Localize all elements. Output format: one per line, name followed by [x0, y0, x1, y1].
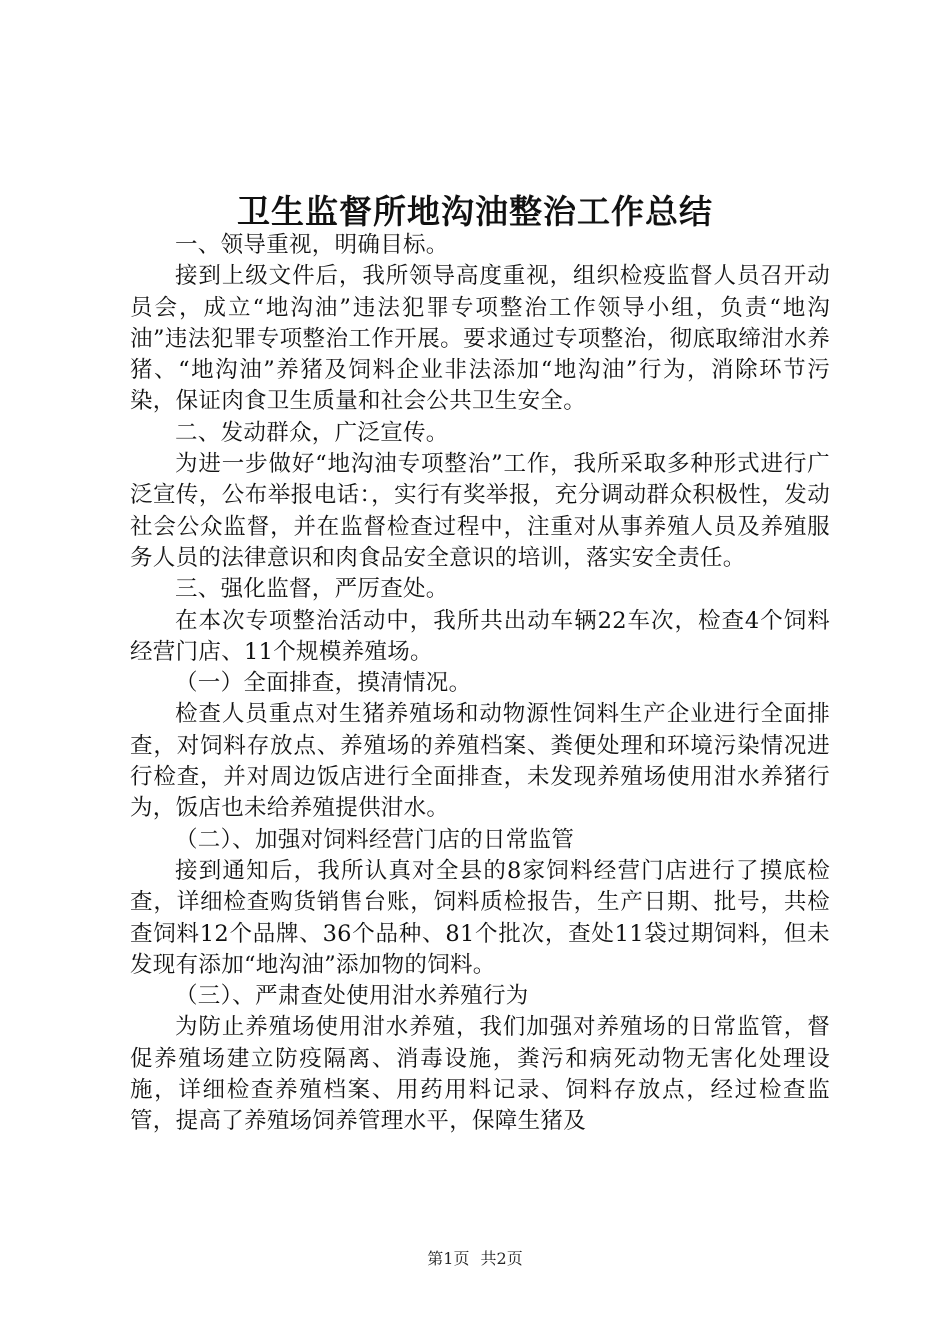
page-footer [0, 1246, 950, 1269]
page-total: 共2页 [480, 1249, 523, 1268]
page-number: 第1页 [427, 1249, 470, 1268]
paragraph: 为进一步做好“地沟油专项整治”工作，我所采取多种形式进行广泛宣传，公布举报电话：，实行有奖举报，充分调动群众积极性，发动社会公众监督，并在监督检查过程中，注重对从事养殖人员及养殖服务人员的法律意识和肉食品安全意识的培训，落实安全责任。 [130, 451, 830, 571]
paragraph: 接到通知后，我所认真对全县的8家饲料经营门店进行了摸底检查，详细检查购货销售台账，饲料质检报告，生产日期、批号，共检查饲料12个品牌、36个品种、81个批次，查处11袋过期饲料，但未发现有添加“地沟油”添加物的饲料。 [130, 857, 830, 978]
subsection-heading-3: （三）、严肃查处使用泔水养殖行为 [175, 983, 529, 1010]
document-body [130, 230, 830, 1138]
subsection-heading-1: （一）全面排查，摸清情况。 [175, 670, 472, 697]
section-heading-1: 一、领导重视，明确目标。 [175, 232, 449, 258]
section-heading-2: 二、发动群众，广泛宣传。 [175, 419, 449, 446]
document-title: 卫生监督所地沟油整治工作总结 [237, 192, 713, 231]
subsection-heading-2: （二）、加强对饲料经营门店的日常监管 [175, 826, 575, 853]
section-heading-3: 三、强化监督，严厉查处。 [175, 576, 449, 603]
paragraph: 检查人员重点对生猪养殖场和动物源性饲料生产企业进行全面排查，对饲料存放点、养殖场的养殖档案、粪便处理和环境污染情况进行检查，并对周边饭店进行全面排查，未发现养殖场使用泔水养猪行为，饭店也未给养殖提供泔水。 [130, 701, 830, 822]
paragraph: 为防止养殖场使用泔水养殖，我们加强对养殖场的日常监管，督促养殖场建立防疫隔离、消毒设施，粪污和病死动物无害化处理设施，详细检查养殖档案、用药用料记录、饲料存放点，经过检查监管，提高了养殖场饲养管理水平，保障生猪及 [130, 1014, 830, 1135]
paragraph: 接到上级文件后，我所领导高度重视，组织检疫监督人员召开动员会，成立“地沟油”违法犯罪专项整治工作领导小组，负责“地沟油”违法犯罪专项整治工作开展。要求通过专项整治，彻底取缔泔水养猪、“地沟油”养猪及饲料企业非法添加“地沟油”行为，消除环节污染，保证肉食卫生质量和社会公共卫生安全。 [130, 263, 830, 415]
paragraph: 在本次专项整治活动中，我所共出动车辆22车次，检查4个饲料经营门店、11个规模养殖场。 [130, 607, 830, 665]
